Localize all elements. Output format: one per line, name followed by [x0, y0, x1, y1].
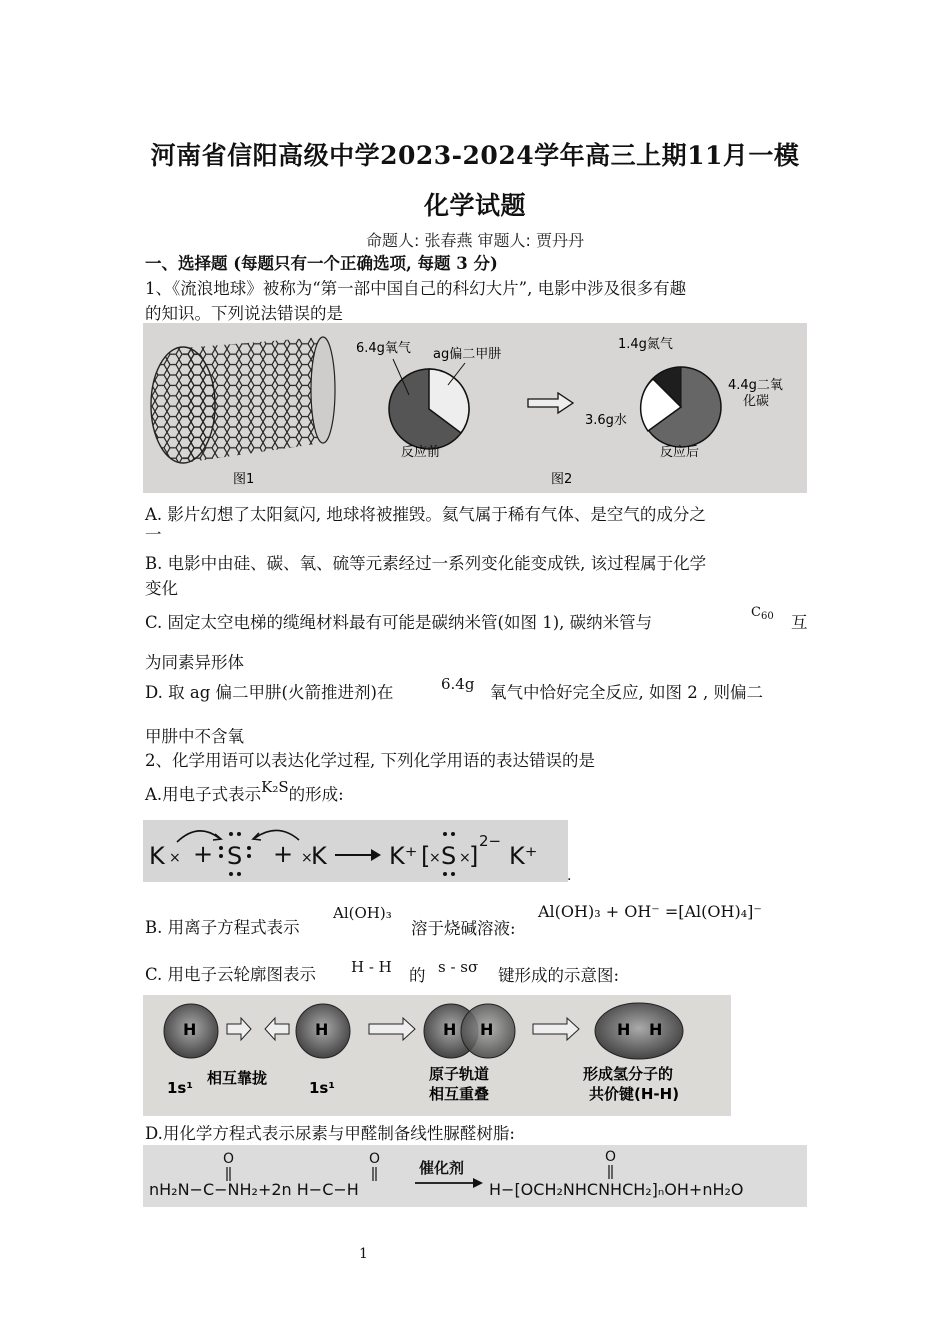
- q1-option-a-line1: A. 影片幻想了太阳氦闪, 地球将被摧毁。氦气属于稀有气体、是空气的成分之: [145, 505, 706, 524]
- q1-option-b-line1: B. 电影中由硅、碳、氧、硫等元素经过一系列变化能变成铁, 该过程属于化学: [145, 554, 707, 573]
- q1-option-c-line2: 为同素异形体: [145, 653, 244, 672]
- q2-option-a-pre: A.用电子式表示: [145, 785, 262, 804]
- result-label-2: 共价键(H-H): [589, 1085, 680, 1103]
- svg-text:]: ]: [469, 842, 479, 870]
- h-atom-5: H: [617, 1020, 631, 1039]
- q1-option-d-pre: D. 取 ag 偏二甲肼(火箭推进剂)在: [145, 683, 394, 702]
- result-label-1: 形成氢分子的: [583, 1065, 674, 1083]
- svg-text:×: ×: [301, 850, 313, 866]
- page-subtitle: 化学试题: [423, 191, 526, 220]
- q2-option-d: D.用化学方程式表示尿素与甲醛制备线性脲醛树脂:: [145, 1124, 515, 1143]
- page-number: 1: [359, 1246, 368, 1262]
- n2-label: 1.4g氮气: [618, 337, 673, 352]
- after-label: 反应后: [660, 445, 700, 460]
- q2-option-b-pre: B. 用离子方程式表示: [145, 918, 300, 937]
- q2-option-c-post: 键形成的示意图:: [498, 966, 620, 985]
- co2-label-2: 化碳: [743, 394, 770, 409]
- h-atom-1: H: [183, 1020, 197, 1039]
- h-atom-4: H: [480, 1020, 494, 1039]
- svg-text:[: [: [421, 842, 431, 870]
- s-atom: S: [227, 842, 243, 870]
- h-atom-6: H: [649, 1020, 663, 1039]
- plus-sign-2: +: [273, 840, 294, 868]
- k-atom-right: K: [311, 842, 327, 870]
- overlap-label-1: 原子轨道: [429, 1065, 490, 1083]
- orbital-label-1: 1s¹: [167, 1079, 193, 1097]
- q1-option-c-post: 互: [791, 613, 808, 632]
- q2-option-a: [145, 778, 807, 808]
- charge-2minus: 2−: [479, 832, 502, 850]
- approach-label: 相互靠拢: [207, 1069, 268, 1087]
- svg-text:×: ×: [429, 850, 441, 866]
- trailing-dot: .: [567, 868, 572, 884]
- k-ion-2: K⁺: [509, 842, 538, 870]
- plus-sign-1: +: [193, 840, 214, 868]
- q1-figure-svg: [143, 323, 807, 493]
- urea-o: O: [223, 1151, 235, 1167]
- mass-6-4g: 6.4g: [441, 675, 475, 693]
- page-title: 河南省信阳高级中学2023-2024学年高三上期11月一模: [150, 141, 800, 170]
- arrow-icon: [528, 393, 573, 413]
- ss-sigma-figure: [143, 995, 731, 1116]
- svg-text:×: ×: [169, 850, 181, 866]
- q1-stem-line2: 的知识。下列说法错误的是: [145, 304, 343, 323]
- q2-stem: 2、化学用语可以表达化学过程, 下列化学用语的表达错误的是: [145, 751, 595, 770]
- h-atom-3: H: [443, 1020, 457, 1039]
- resin-product: H−[OCH₂NHCNHCH₂]ₙOH+nH₂O: [489, 1180, 744, 1199]
- k2s-figure: [143, 820, 568, 882]
- q2-option-b-mid: 溶于烧碱溶液:: [411, 919, 516, 938]
- q1-figure: [143, 323, 807, 493]
- q2-option-c-mid: 的: [409, 966, 426, 985]
- q1-option-d-line2: 甲肼中不含氧: [145, 727, 244, 746]
- ss-sigma: s - sσ: [438, 958, 479, 976]
- k-ion-1: K⁺: [389, 842, 418, 870]
- aloh3-species: Al(OH)₃: [333, 904, 392, 922]
- catalyst-label: 催化剂: [419, 1159, 465, 1177]
- o2-label: 6.4g氧气: [356, 341, 411, 356]
- aloh4-equation: Al(OH)₃ + OH⁻ =[Al(OH)₄]⁻: [538, 902, 762, 921]
- fig1-caption: 图1: [233, 472, 255, 487]
- urea-figure-svg: [143, 1145, 807, 1207]
- overlap-label-2: 相互重叠: [429, 1085, 490, 1103]
- fuel-label: ag偏二甲肼: [433, 347, 502, 362]
- section-heading: 一、选择题 (每题只有一个正确选项, 每题 3 分): [145, 254, 498, 273]
- k2s-figure-svg: [143, 820, 568, 882]
- q1-option-d-post: 氧气中恰好完全反应, 如图 2 , 则偏二: [490, 683, 763, 702]
- fig2-caption: 图2: [551, 472, 573, 487]
- k-atom-left: K: [149, 842, 165, 870]
- q1-option-c-line1: [145, 605, 808, 635]
- urea-figure: [143, 1145, 807, 1207]
- q1-option-b-line2: 变化: [145, 579, 178, 598]
- before-label: 反应前: [401, 445, 441, 460]
- svg-text:×: ×: [459, 850, 471, 866]
- authors-line: 命题人: 张春燕 审题人: 贾丹丹: [365, 231, 585, 250]
- q1-option-a-line2: 一: [145, 525, 162, 544]
- s-ion: S: [441, 842, 457, 870]
- h2o-label: 3.6g水: [585, 413, 627, 428]
- product-o: O: [605, 1149, 617, 1165]
- nanotube-icon: [151, 337, 335, 463]
- pie-after: [641, 367, 721, 447]
- orbital-label-2: 1s¹: [309, 1079, 335, 1097]
- pie-before: [389, 369, 469, 449]
- h-atom-2: H: [315, 1020, 329, 1039]
- q1-stem-line1: 1、《流浪地球》被称为“第一部中国自己的科幻大片”, 电影中涉及很多有趣: [145, 279, 687, 298]
- q1-option-d-line1: [145, 675, 807, 705]
- urea-reactants: nH₂N−C−NH₂+2n H−C−H: [149, 1180, 359, 1199]
- ss-sigma-figure-svg: [143, 995, 731, 1116]
- q2-option-c-pre: C. 用电子云轮廓图表示: [145, 965, 317, 984]
- k2s-formula: K₂S: [261, 778, 289, 796]
- q2-option-a-post: 的形成:: [288, 785, 344, 804]
- c60-formula: $C_{60}$: [751, 605, 774, 622]
- q1-option-c-pre: C. 固定太空电梯的缆绳材料最有可能是碳纳米管(如图 1), 碳纳米管与: [145, 613, 653, 632]
- hh-bond: H - H: [351, 958, 392, 976]
- co2-label-1: 4.4g二氧: [728, 378, 783, 393]
- formaldehyde-o: O: [369, 1151, 381, 1167]
